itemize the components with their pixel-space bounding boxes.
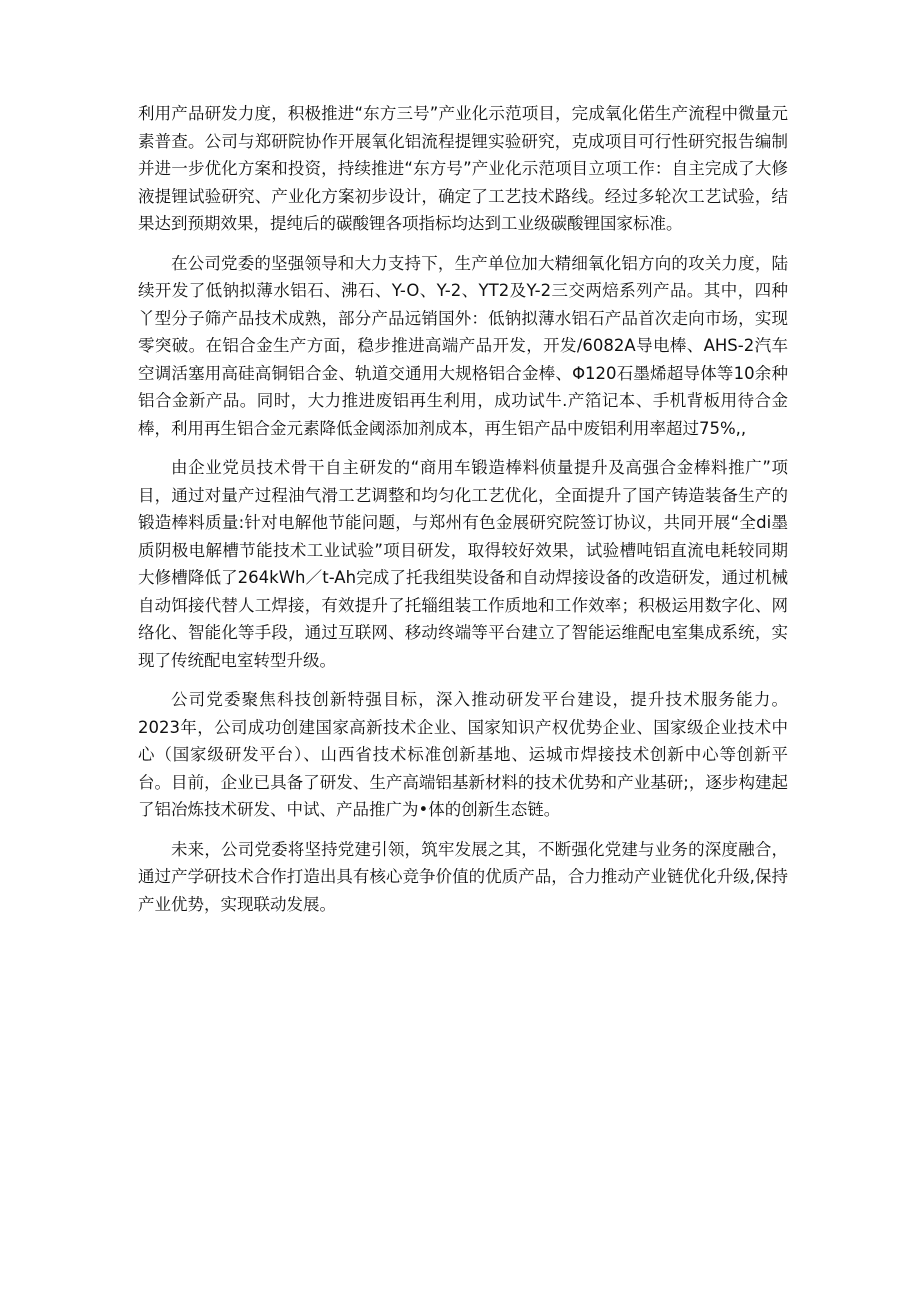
paragraph-rd-platform: 公司党委聚焦科技创新特强目标，深入推动研发平台建设，提升技术服务能力。2023年，公司成功创建国家高新技术企业、国家知识产权优势企业、国家级企业技术中心（国家级研发平台）、山西省技术标准创新基地、运城市焊接技术创新中心等创新平台。目前，企业已具备了研发、生产高端铝基新材料的技术优势和产业基研;，逐步构建起了铝冶炼技术研发、中试、产品推广为•体的创新生态链。	[138, 690, 788, 819]
paragraph-future: 未来，公司党委将坚持党建引领，筑牢发展之其，不断强化党建与业务的深度融合，通过产学研技术合作打造出具有核心竞争价值的优质产品，合力推动产业链优化升级,保持产业优势，实现联动发展。	[138, 839, 788, 914]
paragraph-fine-alumina: 在公司党委的坚强领导和大力支持下，生产单位加大精细氧化铝方向的攻关力度，陆续开发了低钠拟薄水铝石、沸石、Y-O、Y-2、YT2及Y-2三交两焙系列产品。其中，四种丫型分子筛产品技术成熟，部分产品远销国外：低钠拟薄水铝石产品首次走向市场，实现零突破。在铝合金生产方面，稳步推进高端产品开发，开发/6082A导电棒、AHS-2汽车空调活塞用高硅高铜铝合金、轨道交通用大规格铝合金棒、Φ120石墨烯超导体等10余种铝合金新产品。同时，大力推进废铝再生利用，成功试牛.产箔记本、手机背板用待合金棒，利用再生铝合金元素降低金阈添加剂成本，再生铝产品中废铝利用率超过75%,,	[138, 253, 788, 438]
document-body	[138, 100, 788, 930]
paragraph-forging-rods: 由企业党员技术骨干自主研发的“商用车锻造棒料侦量提升及高强合金棒料推广”项目，通过对量产过程油气滑工艺调整和均匀化工艺优化，全面提升了国产铸造装备生产的锻造棒料质量:针对电解他节能问题，与郑州有色金展研究院签订协议，共同开展“全di墨质阴极电解槽节能技术工业试验”项目研发，取得较好效果，试验槽吨铝直流电耗较同期大修槽降低了264kWh／t-Ah完成了托我组奘设备和自动焊接设备的改造研发，通过机械自动饵接代替人工焊接，有效提升了托辎组装工作质地和工作效率；积极运用数字化、网络化、智能化等手段，通过互联网、移动终端等平台建立了智能运维配电室集成系统，实现了传统配电室转型升级。	[138, 458, 788, 670]
paragraph-continued: 利用产品研发力度，积极推进“东方三号”产业化示范项目，完成氧化偌生产流程中微量元素普查。公司与郑研院协作开展氧化铝流程提锂实验研究，克成项目可行性研究报告编制并进一步优化方案和投资，持续推进“东方号”产业化示范项目立项工作：自主完成了大修液提锂试验研究、产业化方案初步设计，确定了工艺技术路线。经过多轮次工艺试验，结果达到预期效果，提纯后的碳酸锂各项指标均达到工业级碳酸锂国家标准。	[138, 104, 788, 233]
